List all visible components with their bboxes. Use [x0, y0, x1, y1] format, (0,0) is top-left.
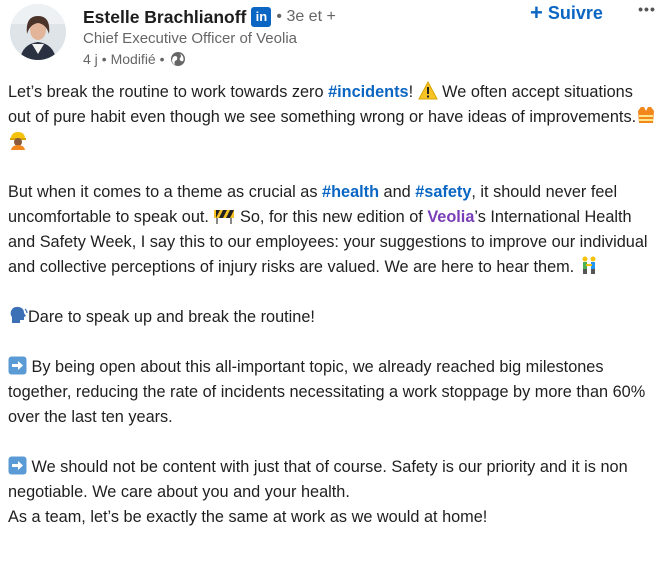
author-name[interactable]: Estelle Brachlianoff [83, 6, 247, 27]
author-headline: Chief Executive Officer of Veolia [83, 30, 297, 47]
speaking-head-emoji [8, 305, 28, 325]
text: and [379, 183, 416, 201]
warning-emoji [418, 81, 438, 100]
post-header [0, 0, 663, 72]
text: ’s International Health and Safety Week, I say this to our employees: your suggestions to improve our individual and collective perceptions of injury risks are valued. We are here to hear them. [8, 208, 648, 276]
post-body [8, 80, 658, 530]
paragraph-2 [8, 180, 658, 280]
right-arrow-emoji [8, 456, 27, 475]
follow-button[interactable] [530, 1, 603, 25]
connection-degree: • 3e et + [276, 8, 336, 25]
follow-label: Suivre [547, 2, 603, 23]
linkedin-badge-icon: in [251, 7, 271, 27]
safety-vest-emoji [636, 105, 656, 125]
text: ! [408, 83, 418, 101]
paragraph-5 [8, 455, 658, 505]
post-time: 4 j [83, 51, 98, 67]
text: So, for this new edition of [235, 208, 428, 226]
paragraph-6: As a team, let’s be exactly the same at work as we would at home! [8, 508, 488, 526]
text: We often accept situations out of pure habit even though we see something wrong or have ideas of improvements. [8, 83, 637, 126]
edited-label: • Modifié • [101, 51, 165, 67]
hashtag-health[interactable]: #health [322, 183, 380, 201]
text: , it should never feel uncomfortable to speak out. [8, 183, 618, 226]
hashtag-incidents[interactable]: #incidents [328, 83, 409, 101]
construction-worker-emoji [8, 130, 28, 150]
more-options-button[interactable]: ••• [638, 1, 656, 17]
right-arrow-emoji [8, 356, 27, 375]
paragraph-1 [8, 80, 658, 155]
construction-sign-emoji [213, 207, 235, 225]
text: By being open about this all-important topic, we already reached big milestones together, reducing the rate of incidents necessitating a work stoppage by more than 60% over the last ten years. [8, 358, 646, 426]
author-row [83, 6, 336, 28]
mention-veolia[interactable]: Veolia [427, 208, 475, 226]
avatar[interactable] [10, 4, 66, 60]
text: We should not be content with just that of course. Safety is our priority and it is non negotiable. We care about you and your health. [8, 458, 628, 501]
text: But when it comes to a theme as crucial as [8, 183, 323, 201]
paragraph-3 [8, 305, 658, 330]
hashtag-safety[interactable]: #safety [415, 183, 472, 201]
plus-icon: + [530, 0, 543, 25]
post-meta [83, 50, 186, 68]
globe-icon [170, 51, 186, 67]
text: Dare to speak up and break the routine! [28, 308, 315, 326]
people-holding-hands-emoji [579, 255, 599, 275]
text: Let’s break the routine to work towards zero [8, 83, 329, 101]
paragraph-4 [8, 355, 658, 430]
